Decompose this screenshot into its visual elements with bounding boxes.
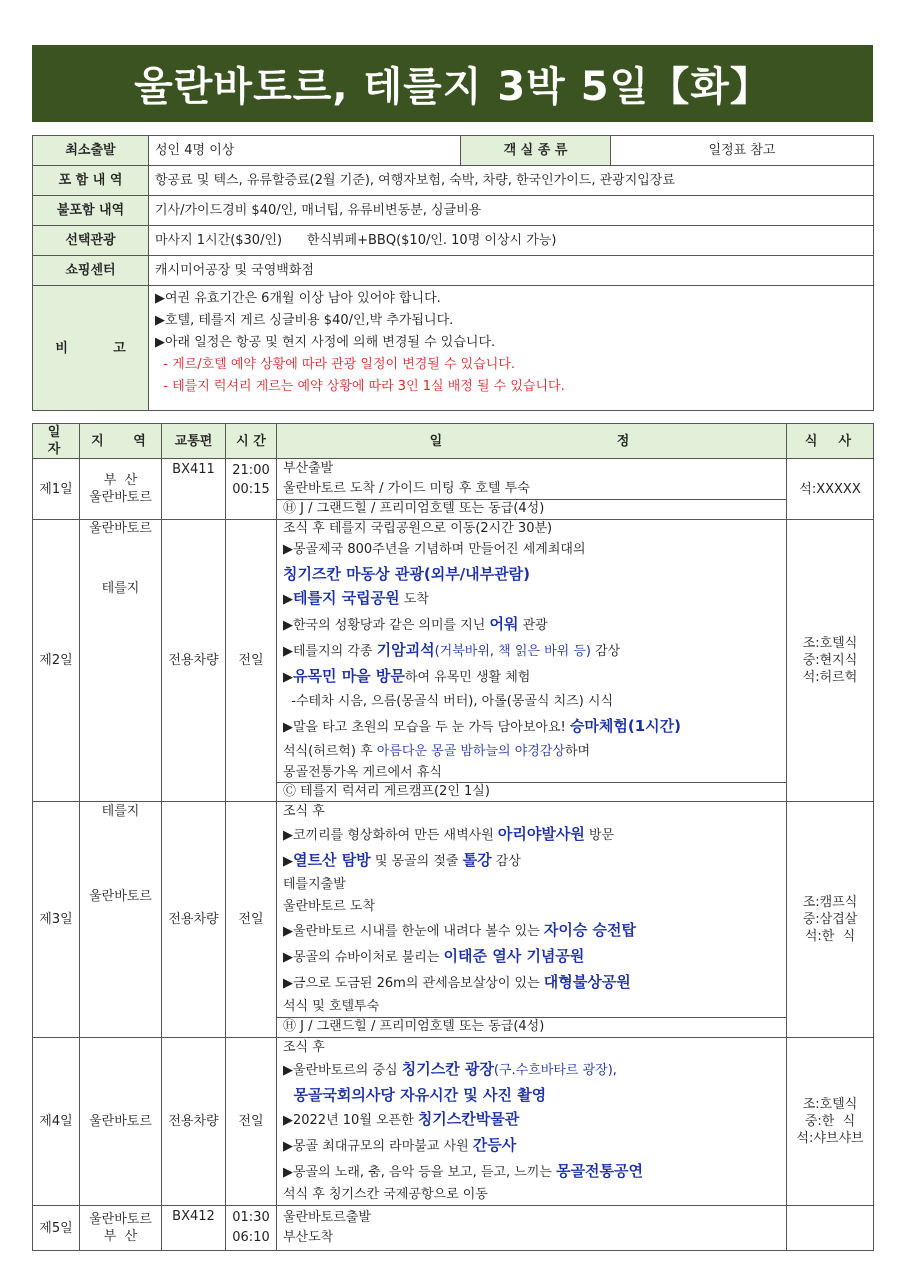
included-value: 항공료 및 텍스, 유류할증료(2월 기준), 여행자보험, 숙박, 차량, 한국인가이드, 관광지입장료: [149, 166, 874, 196]
region-line: 부 산: [103, 1229, 138, 1244]
day-number: 제5일: [33, 1206, 80, 1251]
day-row: [33, 459, 874, 520]
day-meal: 석:XXXXX: [787, 459, 874, 520]
region-line: 테를지: [101, 581, 140, 596]
schedule-line: 울란바토르 도착: [283, 899, 376, 914]
time-line: 00:15: [232, 482, 270, 497]
region-line: 울란바토르: [89, 490, 152, 505]
day-number: 제1일: [33, 459, 80, 520]
note-warning: - 게르/호텔 예약 상황에 따라 관광 일정이 변경될 수 있습니다.: [155, 357, 516, 372]
day-schedule: [277, 459, 787, 520]
schedule-highlight: 칭기즈칸 마동상 관광(외부/내부관람): [283, 565, 530, 583]
day-transport: BX411: [162, 459, 226, 520]
room-type-value: 일정표 참고: [611, 136, 874, 166]
schedule-line: 몽골전통가옥 게르에서 휴식: [283, 765, 442, 780]
schedule-line: ▶몽골 최대규모의 라마불교 사원 간등사: [283, 1136, 517, 1154]
meal-line: 중:삼겹살: [802, 912, 858, 927]
note-line: ▶아래 일정은 항공 및 현지 사정에 의해 변경될 수 있습니다.: [155, 335, 496, 350]
schedule-line: 석식 및 호텔투숙: [283, 999, 380, 1014]
meal-line: 조:호텔식: [802, 1097, 858, 1112]
schedule-line: ▶몽골의 슈바이처로 불리는 이태준 열사 기념공원: [283, 947, 585, 965]
schedule-line: ▶코끼리를 형상화하여 만든 새벽사원 아리야발사원 방문: [283, 825, 615, 843]
hotel-line: Ⓒ 테를지 럭셔리 게르캠프(2인 1실): [277, 782, 786, 801]
day-schedule: [277, 802, 787, 1038]
schedule-line: 부산도착: [283, 1230, 334, 1245]
day-number: 제2일: [33, 520, 80, 802]
schedule-line: 조식 후: [283, 1040, 325, 1055]
header-time: 시 간: [226, 424, 277, 459]
meal-line: 중:현지식: [802, 653, 858, 668]
day-time: 전일: [226, 1038, 277, 1206]
included-label: 포 함 내 역: [33, 166, 149, 196]
schedule-line: ▶2022년 10월 오픈한 칭기스칸박물관: [283, 1110, 520, 1128]
header-region: 지 역: [80, 424, 162, 459]
day-time: [226, 1206, 277, 1251]
schedule-line: ▶테를지의 각종 기암괴석(거북바위, 책 읽은 바위 등) 감상: [283, 641, 621, 659]
schedule-highlight: 몽골국회의사당 자유시간 및 사진 촬영: [283, 1086, 547, 1104]
region-line: 테를지: [101, 804, 140, 819]
day-region: [80, 520, 162, 802]
schedule-line: ▶울란바토르 시내를 한눈에 내려다 볼수 있는 자이승 승전탑: [283, 921, 637, 939]
day-meal: [787, 802, 874, 1038]
schedule-line: ▶열트산 탐방 및 몽골의 젖줄 톨강 감상: [283, 851, 521, 869]
schedule-line: 조식 후 테를지 국립공원으로 이동(2시간 30분): [283, 521, 553, 536]
shopping-label: 쇼핑센터: [33, 256, 149, 286]
day-row: [33, 802, 874, 1038]
day-number: 제4일: [33, 1038, 80, 1206]
page-title: 울란바토르, 테를지 3박 5일【화】: [32, 45, 873, 122]
shopping-value: 캐시미어공장 및 국영백화점: [149, 256, 874, 286]
hotel-line: Ⓗ J / 그랜드힐 / 프리미엄호텔 또는 동급(4성): [277, 499, 786, 518]
schedule-line: ▶몽골제국 800주년을 기념하며 만들어진 세계최대의: [283, 542, 586, 557]
day-row: [33, 1038, 874, 1206]
note-line: ▶여권 유효기간은 6개월 이상 남아 있어야 합니다.: [155, 291, 441, 306]
day-row: [33, 1206, 874, 1251]
day-schedule: [277, 520, 787, 802]
time-line: 06:10: [232, 1230, 270, 1245]
schedule-line: 울란바토르 도착 / 가이드 미팅 후 호텔 투숙: [283, 481, 530, 496]
schedule-line: ▶말을 타고 초원의 모습을 두 눈 가득 담아보아요! 승마체험(1시간): [283, 717, 681, 735]
day-time: [226, 459, 277, 520]
day-region: [80, 459, 162, 520]
day-transport: 전용차량: [162, 802, 226, 1038]
day-meal: [787, 520, 874, 802]
info-table: [32, 135, 874, 411]
day-number: 제3일: [33, 802, 80, 1038]
schedule-line: ▶유목민 마을 방문하여 유목민 생활 체험: [283, 667, 531, 685]
schedule-line: ▶금으로 도금된 26m의 관세음보살상이 있는 대형불상공원: [283, 973, 631, 991]
day-region: [80, 802, 162, 1038]
meal-line: 석:허르헉: [802, 670, 858, 685]
time-line: 21:00: [232, 463, 270, 478]
meal-line: 조:호텔식: [802, 636, 858, 651]
notes-cell: [149, 286, 874, 411]
schedule-line: -수테차 시음, 으름(몽골식 버터), 아롤(몽골식 치즈) 시식: [283, 694, 614, 709]
min-departure-value: 성인 4명 이상: [149, 136, 461, 166]
schedule-line: 석식 후 칭기스칸 국제공항으로 이동: [283, 1187, 488, 1202]
excluded-value: 기사/가이드경비 $40/인, 매너팁, 유류비변동분, 싱글비용: [149, 196, 874, 226]
itinerary-header: [33, 424, 874, 459]
meal-line: 조:캠프식: [802, 895, 858, 910]
region-line: 울란바토르: [89, 521, 152, 536]
schedule-line: ▶테를지 국립공원 도착: [283, 589, 429, 607]
time-line: 01:30: [232, 1210, 270, 1225]
day-region: [80, 1206, 162, 1251]
day-region: 울란바토르: [80, 1038, 162, 1206]
meal-line: 중:한 식: [804, 1114, 856, 1129]
day-time: 전일: [226, 802, 277, 1038]
schedule-line: ▶몽골의 노래, 춤, 음악 등을 보고, 듣고, 느끼는 몽골전통공연: [283, 1162, 644, 1180]
itinerary-table: [32, 423, 874, 1251]
min-departure-label: 최소출발: [33, 136, 149, 166]
schedule-line: ▶한국의 성황당과 같은 의미를 지닌 어워 관광: [283, 615, 548, 633]
schedule-line: 울란바토르출발: [283, 1210, 371, 1225]
meal-line: 석:샤브샤브: [796, 1131, 864, 1146]
meal-line: 석:한 식: [804, 929, 856, 944]
schedule-line: 테를지출발: [283, 877, 346, 892]
hotel-line: Ⓗ J / 그랜드힐 / 프리미엄호텔 또는 동급(4성): [277, 1017, 786, 1036]
day-transport: BX412: [162, 1206, 226, 1251]
day-row: [33, 520, 874, 802]
header-meal: 식 사: [787, 424, 874, 459]
region-line: 부 산: [103, 473, 138, 488]
day-meal: [787, 1038, 874, 1206]
region-line: 울란바토르: [89, 1212, 152, 1227]
optional-tour-value: 마사지 1시간($30/인) 한식뷔페+BBQ($10/인. 10명 이상시 가능): [149, 226, 874, 256]
schedule-line: 조식 후: [283, 804, 325, 819]
header-schedule: 일 정: [277, 424, 787, 459]
day-schedule: [277, 1206, 787, 1251]
excluded-label: 불포함 내역: [33, 196, 149, 226]
day-schedule: [277, 1038, 787, 1206]
day-meal: [787, 1206, 874, 1251]
notes-label: 비 고: [33, 286, 149, 411]
header-transport: 교통편: [162, 424, 226, 459]
note-line: ▶호텔, 테를지 게르 싱글비용 $40/인,박 추가됩니다.: [155, 313, 454, 328]
header-day: 일 자: [33, 424, 80, 459]
schedule-line: ▶울란바토르의 중심 칭기스칸 광장(구.수흐바타르 광장),: [283, 1060, 617, 1078]
region-line: 울란바토르: [89, 889, 152, 904]
optional-tour-label: 선택관광: [33, 226, 149, 256]
day-transport: 전용차량: [162, 520, 226, 802]
schedule-line: 부산출발: [283, 461, 334, 476]
room-type-label: 객 실 종 류: [461, 136, 611, 166]
day-transport: 전용차량: [162, 1038, 226, 1206]
day-time: 전일: [226, 520, 277, 802]
schedule-line: 석식(허르헉) 후 아름다운 몽골 밤하늘의 야경감상하며: [283, 744, 591, 759]
note-warning: - 테를지 럭셔리 게르는 예약 상황에 따라 3인 1실 배정 될 수 있습니다.: [155, 379, 565, 394]
